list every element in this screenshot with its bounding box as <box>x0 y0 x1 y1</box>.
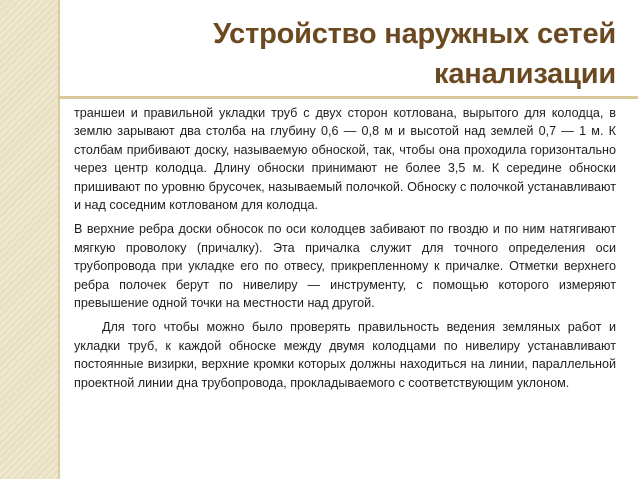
body-paragraph-1: траншеи и правильной укладки труб с двух сторон котлована, вырытого для колодца, в землю зарывают два столба на глубину 0,6 — 0,8 м и высотой над землей 0,7 — 1 м. К столбам прибивают доску, называемую обноской, так, чтобы она проходила горизонтально через центр колодца. Длину обноски принимают не более 3,5 м. К середине обноски пришивают по уровню брусочек, называемый полочкой. Обноску с полочкой устанавливают и над соседним котлованом для колодца. <box>74 106 616 213</box>
slide-body <box>74 104 616 398</box>
body-paragraph-2: В верхние ребра доски обносок по оси колодцев забивают по гвоздю и по ним натягивают мягкую проволоку (причалку). Эта причалка служит для точного определения оси трубопровода при укладке его по отвесу, прикрепленному к причалке. Отметки верхнего ребра полочек берут по нивелиру — инструменту, с помощью которого измеряют превышение одной точки на местности над другой. <box>74 222 616 311</box>
decorative-side-band <box>0 0 58 479</box>
slide-title-line-1: Устройство наружных сетей <box>213 18 616 50</box>
slide-title-line-2: канализации <box>434 58 616 90</box>
title-divider <box>58 96 638 99</box>
slide-title <box>56 14 616 94</box>
body-paragraph-3: Для того чтобы можно было проверять правильность ведения земляных работ и укладки труб, к каждой обноске между двумя колодцами по нивелиру устанавливают постоянные визирки, верхние кромки которых должны находиться на линии, параллельной проектной линии дна трубопровода, прокладываемого с соответствующим уклоном. <box>74 320 616 390</box>
